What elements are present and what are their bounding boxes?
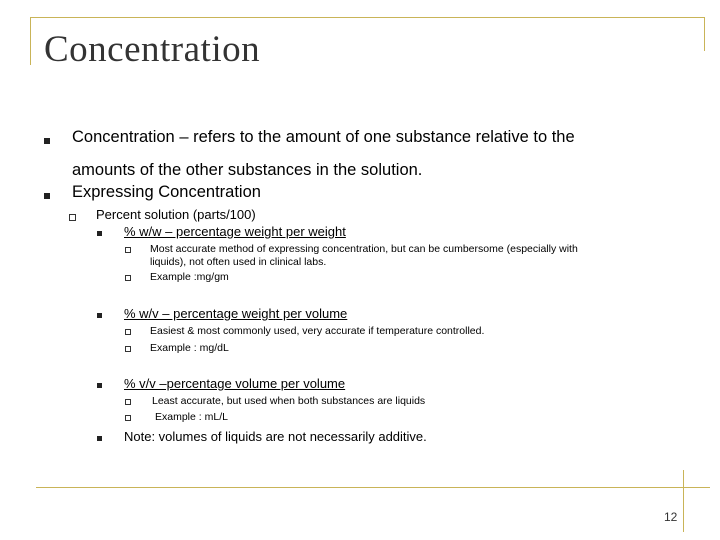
bullet-text: Concentration – refers to the amount of one substance relative to the	[72, 128, 575, 146]
slide-title: Concentration	[44, 29, 261, 70]
bullet-text: liquids), not often used in clinical labs.	[150, 256, 327, 268]
frame-bottom-line	[36, 487, 710, 488]
bullet-text: Example : mg/dL	[150, 342, 229, 354]
bullet-heading: % w/w – percentage weight per weight	[124, 224, 346, 239]
square-bullet-icon	[97, 313, 102, 318]
bullet-text: Least accurate, but used when both substances are liquids	[152, 395, 426, 407]
square-bullet-icon	[44, 138, 50, 144]
note-text: Note: volumes of liquids are not necessarily additive.	[124, 429, 427, 444]
frame-right-line	[704, 17, 705, 51]
square-bullet-icon	[44, 193, 50, 199]
hollow-square-bullet-icon	[125, 415, 131, 421]
frame-bottom-right-line	[683, 470, 684, 532]
bullet-text: Expressing Concentration	[72, 183, 261, 201]
hollow-square-bullet-icon	[125, 275, 131, 281]
bullet-text: amounts of the other substances in the solution.	[72, 161, 423, 179]
page-number: 12	[664, 510, 678, 524]
hollow-square-bullet-icon	[125, 247, 131, 253]
bullet-heading: % w/v – percentage weight per volume	[124, 306, 348, 321]
frame-top-line	[30, 17, 704, 18]
bullet-text: Example :mg/gm	[150, 271, 229, 283]
hollow-square-bullet-icon	[125, 329, 131, 335]
bullet-text: Percent solution (parts/100)	[96, 207, 256, 222]
square-bullet-icon	[97, 231, 102, 236]
bullet-text: Most accurate method of expressing concentration, but can be cumbersome (especially with	[150, 243, 578, 255]
hollow-square-bullet-icon	[125, 399, 131, 405]
square-bullet-icon	[97, 383, 102, 388]
frame-left-line	[30, 17, 31, 65]
bullet-heading: % v/v –percentage volume per volume	[124, 376, 346, 391]
hollow-square-bullet-icon	[125, 346, 131, 352]
bullet-text: Example : mL/L	[155, 411, 228, 423]
bullet-text: Easiest & most commonly used, very accurate if temperature controlled.	[150, 325, 485, 337]
square-bullet-icon	[97, 436, 102, 441]
hollow-square-bullet-icon	[69, 214, 76, 221]
